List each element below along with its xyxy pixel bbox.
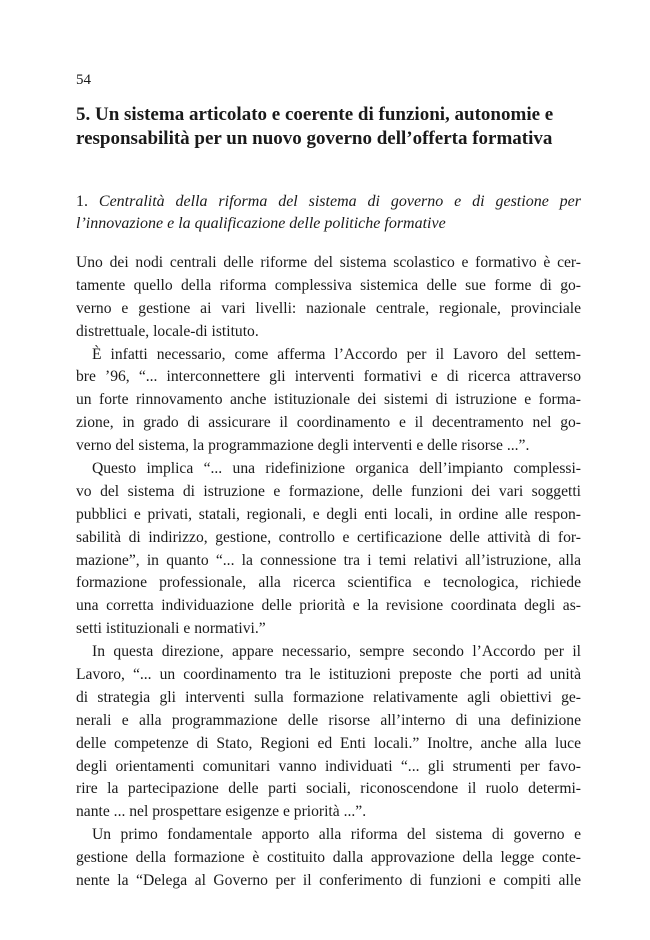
body-line: verno e gestione ai vari livelli: nazionale centrale, regionale, provinciale <box>76 299 581 317</box>
body-line: bre ’96, “... interconnettere gli interventi formativi e di ricerca attraverso <box>76 368 581 386</box>
body-line: distrettuale, locale-di istituto. <box>76 322 259 340</box>
body-line: tamente quello della riforma complessiva sistemica delle sue forme di go- <box>76 276 581 294</box>
body-line: zione, in grado di assicurare il coordinamento e il decentramento nel go- <box>76 414 581 432</box>
body-line: setti istituzionali e normativi.” <box>76 620 266 638</box>
body-line: nerali e alla programmazione delle risorse all’interno di una definizione <box>76 711 581 729</box>
body-line: In questa direzione, appare necessario, sempre secondo l’Accordo per il <box>92 643 581 661</box>
body-line: Lavoro, “... un coordinamento tra le istituzioni preposte che porti ad unità <box>76 666 581 684</box>
body-line: una corretta individuazione delle priorità e la revisione coordinata degli as- <box>76 597 581 615</box>
section-title-line <box>76 191 581 213</box>
section-title-text: Centralità della riforma del sistema di governo e di gestione per <box>98 193 582 210</box>
chapter-title <box>76 103 580 151</box>
body-line: È infatti necessario, come afferma l’Accordo per il Lavoro del settem- <box>92 345 581 363</box>
section-title-line: l’innovazione e la qualificazione delle politiche formative <box>76 215 446 232</box>
body-line: un forte rinnovamento anche istituzionale dei sistemi di istruzione e forma- <box>76 391 581 409</box>
body-line: vo del sistema di istruzione e formazione, delle funzioni dei vari soggetti <box>76 482 581 500</box>
body-line: rire la partecipazione delle parti sociali, riconoscendone il ruolo determi- <box>76 780 581 798</box>
chapter-title-line: responsabilità per un nuovo governo dell’offerta formativa <box>76 128 553 149</box>
chapter-title-line: 5. Un sistema articolato e coerente di funzioni, autonomie e <box>76 104 554 125</box>
body-line: nente la “Delega al Governo per il conferimento di funzioni e compiti alle <box>76 872 581 890</box>
body-line: degli orientamenti comunitari vanno individuati “... gli strumenti per favo- <box>76 757 581 775</box>
section-title <box>76 191 581 235</box>
body-line: sabilità di indirizzo, gestione, controllo e certificazione delle attività di for- <box>76 528 581 546</box>
body-line: delle competenze di Stato, Regioni ed Enti locali.” Inoltre, anche alla luce <box>76 734 581 752</box>
body-line: formazione professionale, alla ricerca scientifica e tecnologica, richiede <box>76 574 581 592</box>
body-line: di strategia gli interventi sulla formazione relativamente agli obiettivi ge- <box>76 688 581 706</box>
body-line: gestione della formazione è costituito dalla approvazione della legge conte- <box>76 849 581 867</box>
body-line: Uno dei nodi centrali delle riforme del sistema scolastico e formativo è cer- <box>76 254 581 271</box>
body-line: nante ... nel prospettare esigenze e priorità ...”. <box>76 803 367 821</box>
page-number: 54 <box>76 72 91 88</box>
body-line: mazione”, in quanto “... la connessione tra i temi relativi all’istruzione, alla <box>76 551 581 569</box>
body-line: verno del sistema, la programmazione degli interventi e delle risorse ...”. <box>76 437 530 455</box>
body-line: Un primo fondamentale apporto alla riforma del sistema di governo e <box>92 826 581 844</box>
body-text <box>76 252 581 893</box>
body-line: pubblici e privati, statali, regionali, e degli enti locali, in ordine alle respon- <box>76 505 581 523</box>
body-line: Questo implica “... una ridefinizione organica dell’impianto complessi- <box>92 460 581 478</box>
section-number: 1. <box>76 193 99 210</box>
